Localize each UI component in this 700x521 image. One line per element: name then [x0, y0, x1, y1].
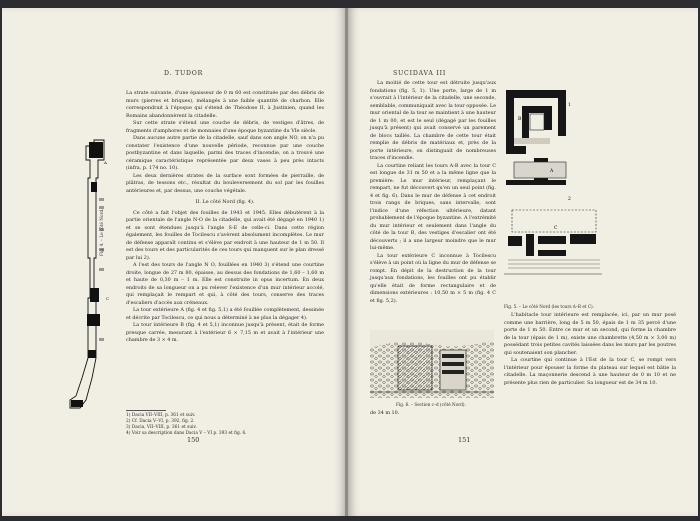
- right-paragraph: La moitié de cette tour est détruite jusqu'aux fondations (fig. 5, 1). Une porte, large de 1 m s'ouvrait à l'intérieur de la citadelle, une seconde, semblable, communiquait avec la tour opposée. Le mur oriental de la tour se maintient à une hauteur de 1 m 00, et est le seul (dégagé par les fouilles jusqu'à présent) qui avait conservé un parement de blocs taillés. La chambre de cette tour était remplie de débris de matériaux et, près de la porte intérieure, on distinguait de nombreuses traces d'incendie.: [370, 80, 497, 161]
- footnote: 3) Dacia, VII–VIII, p. 361 et suiv.: [126, 425, 197, 430]
- svg-text:C: C: [106, 296, 110, 301]
- footnote: 4) Voir sa description dans Dacia V – VI p. 393 et fig. 6.: [126, 431, 247, 436]
- right-paragraph: La courtine qui continue à l'Est de la tour C, se rompt vers l'intérieur pour épouser la forme du plateau sur lequel est bâtie la citadelle. La maçonnerie descend à une hauteur de 0 m 10 et ne présente plus rien de particulier. Sa longueur est de 34 m 10.: [504, 357, 676, 386]
- left-text-block: [126, 90, 324, 345]
- fig5-caption: Fig. 5. – Le côté Nord (les tours A–B et C).: [504, 304, 594, 309]
- left-paragraph: Dans aucune autre partie de la citadelle, sauf dans son angle NO, on n'a pu constater l'existence d'une nouvelle période, reconnue par une couche postbyzantine et dans laquelle, parmi des traces d'incendie, on a trouvé une céramique caractéristique représentée par deux vases à peu près intacts (infra, p. 174 no. 10).: [126, 135, 324, 171]
- fig4-caption: Fig. 4. – Le côté Nord.: [99, 208, 104, 256]
- right-paragraph: La tour extérieure C inconnue à Tocilescu s'élève à un point où la ligne du mur de défense se rompt. En dépit de la destruction de la tour jusqu'aux fondations, les fouilles ont pu établir qu'elle était de forme rectangulaire et de dimensions extérieures : 10,50 m × 5 m (fig. 4 C et fig. 5,2).: [370, 252, 496, 304]
- right-paragraph: La courtine reliant les tours A-B avec la tour C est longue de 31 m 50 et a la même ligne que la première. Le mur intérieur, remplaçant le rempart, ne fut découvert qu'en un seul point (fig. 4 et fig. 6). Dans le mur de défense à cet endroit trois rangs de briques, sans intervalle, sont l'indice d'une réfection ultérieure, datant probablement de l'époque byzantine. A l'extrémité du mur intérieur et seulement dans l'angle du côté de la tour B, des vestiges d'escalier ont été découverts ; il a une largeur moindre que le mur lui-même.: [370, 162, 496, 251]
- footnotes: [126, 413, 324, 437]
- right-text-wide: [504, 312, 676, 387]
- left-running-head: D. TUDOR: [164, 70, 204, 77]
- right-page: [348, 8, 698, 516]
- fig5-label: C: [554, 226, 558, 231]
- right-paragraph: L'habitacle tour intérieure est remplacée, ici, par un mur posé comme une barrière, long de 5 m 50, épais de 1 m 35 percé d'une porte de 1 m 50. Entre ce mur et un second, qui forme la chambre de la tour (épais de 1 m), existe une chambrette (4,50 m × 3,00 m) possédant trois petites cavités laissées dans les murs par les poutres qui soutenaient son plancher.: [504, 312, 676, 356]
- footnote-rule: [126, 410, 166, 411]
- right-tail-text: de 34 m 10.: [370, 410, 400, 416]
- right-text-column: [370, 80, 496, 305]
- footnote: 1) Dacia VII–VIII, p. 361 et suiv.: [126, 413, 196, 418]
- left-page: [2, 8, 346, 516]
- fig5-label: 1: [568, 103, 571, 108]
- fig5-label: A: [550, 169, 554, 174]
- footnote: 2) Cf. Dacia V–VI, p. 392, fig. 2.: [126, 419, 195, 424]
- left-paragraph: La tour extérieure A (fig. 4 et fig. 5,1) a été fouillée complètement, dessinée et décrite par Tocilescu, ce qui nous a déterminé à ne plus la dégager 4).: [126, 307, 324, 321]
- left-paragraph: La tour intérieure B (fig. 4 et 5,1) inconnue jusqu'à présent, était de forme presque carrée, mesurant à l'extérieur 6 × 7,15 m et avait à l'intérieur une chambre de 3 × 4 m.: [126, 322, 324, 343]
- fig6-section: [370, 330, 494, 398]
- left-page-number: 150: [187, 436, 200, 444]
- right-page-number: 151: [458, 436, 471, 444]
- left-paragraph: Les deux dernières strates de la surface sont formées de pierraille, de plâtras, de tessons etc., résultat du bouleversement du sol par les fouilles antérieures et, par dessus, une couche végétale.: [126, 172, 324, 194]
- fig5-plans: [504, 84, 604, 302]
- left-paragraph: Sur cette strate s'étend une couche de débris, de vestiges d'âtres, de fragments d'amphores et de monnaies d'une époque byzantine du VIe siècle.: [126, 120, 324, 134]
- section-title: II. Le côté Nord (fig. 4).: [195, 199, 255, 205]
- left-paragraph: A l'est des tours de l'angle N O, fouillées en 1940 3) s'étend une courtine droite, longue de 27 m 80, épaisse, au dessus des fondations de 1,60 – 1,60 m et haute de 0,30 m – 1 m. Elle est construite in opus incertum. En deux endroits de sa longueur on a pu relever l'existence d'un mur intérieur accolé, qui remplaçait le rempart et qui, à côté des tours, conserve des traces d'escaliers d'accès aux créneaux.: [126, 262, 324, 306]
- fig5-label: B: [518, 117, 522, 122]
- right-running-head: SUCIDAVA III: [393, 70, 447, 77]
- left-paragraph: La strate suivante, d'une épaisseur de 0 m 60 est constituée par des débris de murs (pierres et briques), mélangés à une faible quantité de charbon. Elle correspondrait à l'époque qui s'étend de Théodose II, à Justinien, quand les Romains abandonnèrent la citadelle.: [126, 90, 324, 119]
- left-paragraph: Ce côté a fait l'objet des fouilles de 1943 et 1945. Elles débutèrent à la partie orientale de l'angle N-O de la citadelle, qui avait été dégagé en 1940 1) et se sont étendues jusqu'à l'angle S-E de celle-ci. Dans cette région également, les fouilles de Tocilescu s'avèrent absolument incomplètes. Le mur de défense apparaît continu et s'élève par endroit à une hauteur de 1 m 50. Il est des tours et des particularités de ces tours qui manquent sur le plan dressé par lui 2).: [126, 209, 324, 261]
- svg-text:A: A: [104, 160, 107, 165]
- fig5-label: 2: [568, 197, 571, 202]
- fig4-plan: [66, 138, 116, 428]
- fig6-caption: Fig. 6. – Section c–d (côté Nord).: [396, 402, 466, 407]
